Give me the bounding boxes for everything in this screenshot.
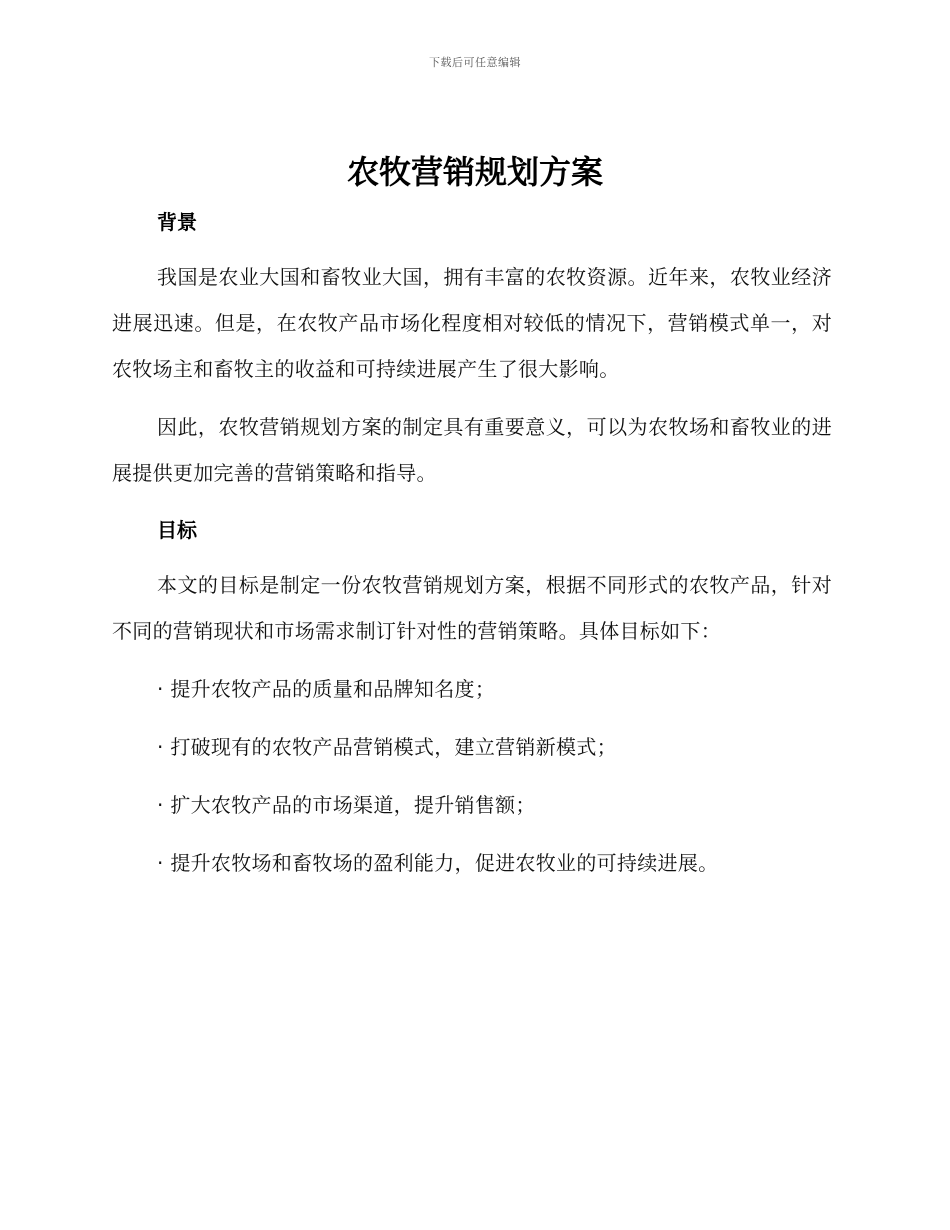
goal-item: · 扩大农牧产品的市场渠道，提升销售额； [157, 793, 536, 817]
document-title: 农牧营销规划方案 [346, 153, 603, 191]
goal-item: · 打破现有的农牧产品营销模式，建立营销新模式； [157, 735, 617, 759]
goals-paragraph-1: 本文的目标是制定一份农牧营销规划方案，根据不同形式的农牧产品，针对不同的营销现状和市场需求制订针对性的营销策略。具体目标如下： [112, 573, 832, 643]
document-body [112, 200, 832, 898]
header-note: 下载后可任意编辑 [429, 56, 521, 69]
goal-item: · 提升农牧场和畜牧场的盈利能力，促进农牧业的可持续进展。 [157, 851, 719, 875]
section-heading-goals: 目标 [157, 518, 197, 542]
section-heading-background: 背景 [157, 210, 197, 234]
section-background [112, 200, 832, 496]
goals-bullet-list [112, 666, 832, 886]
background-paragraph-1: 我国是农业大国和畜牧业大国，拥有丰富的农牧资源。近年来，农牧业经济进展迅速。但是，在农牧产品市场化程度相对较低的情况下，营销模式单一，对农牧场主和畜牧主的收益和可持续进展产生了很大影响。 [112, 265, 832, 381]
section-goals [112, 508, 832, 886]
goal-item: · 提升农牧产品的质量和品牌知名度； [157, 677, 496, 701]
background-paragraph-2: 因此，农牧营销规划方案的制定具有重要意义，可以为农牧场和畜牧业的进展提供更加完善的营销策略和指导。 [112, 415, 832, 485]
